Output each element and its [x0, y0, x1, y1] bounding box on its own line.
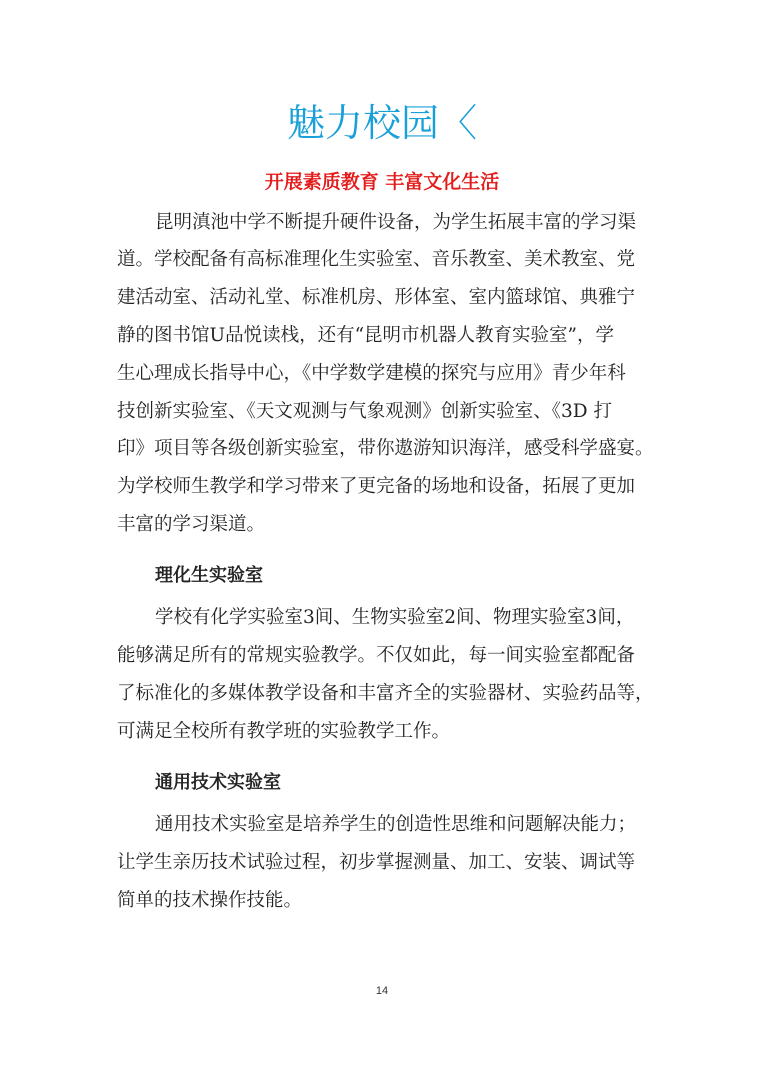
section-heading-lab: 理化生实验室	[155, 565, 263, 586]
section1-line: 了标准化的多媒体教学设备和丰富齐全的实验器材、实验药品等，	[117, 683, 654, 704]
section2-line: 让学生亲历技术试验过程，初步掌握测量、加工、安装、调试等	[117, 852, 636, 873]
section1-line: 学校有化学实验室3间、生物实验室2间、物理实验室3间，	[155, 607, 635, 628]
page-title: 魅力校园〈	[286, 101, 477, 145]
intro-line: 生心理成长指导中心，《中学数学建模的探究与应用》青少年科	[117, 363, 626, 384]
section1-line: 能够满足所有的常规实验教学。不仅如此，每一间实验室都配备	[117, 645, 636, 666]
intro-line: 道。学校配备有高标准理化生实验室、音乐教室、美术教室、党	[117, 249, 636, 270]
intro-line: 静的图书馆U品悦读栈，还有“昆明市机器人教育实验室”，学	[117, 325, 615, 346]
section1-line: 可满足全校所有教学班的实验教学工作。	[117, 721, 451, 742]
intro-line: 丰富的学习渠道。	[117, 514, 266, 535]
section2-line: 简单的技术操作技能。	[117, 890, 303, 911]
intro-line: 建活动室、活动礼堂、标准机房、形体室、室内篮球馆、典雅宁	[117, 287, 636, 308]
intro-line: 为学校师生教学和学习带来了更完备的场地和设备，拓展了更加	[117, 476, 636, 497]
page-number: 14	[375, 985, 389, 997]
section2-line: 通用技术实验室是培养学生的创造性思维和问题解决能力；	[155, 814, 637, 835]
section-heading-tech: 通用技术实验室	[155, 772, 281, 793]
intro-line: 印》项目等各级创新实验室，带你遨游知识海洋，感受科学盛宴。	[117, 438, 654, 459]
intro-line: 技创新实验室、《天文观测与气象观测》创新实验室、《3D 打	[117, 401, 612, 422]
intro-line: 昆明滇池中学不断提升硬件设备，为学生拓展丰富的学习渠	[155, 212, 637, 233]
page-subtitle: 开展素质教育 丰富文化生活	[264, 171, 500, 193]
